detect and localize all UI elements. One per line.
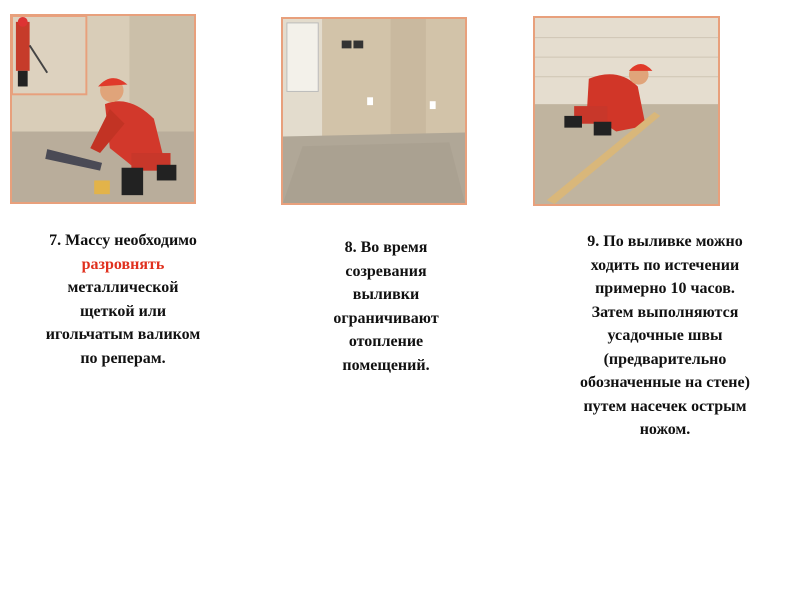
caption-line: усадочные швы (607, 327, 723, 344)
caption-line: ножом. (639, 421, 691, 438)
caption-step-7 (12, 229, 234, 370)
caption-line: Массу необходимо (65, 232, 197, 249)
highlight-word: разровнять (81, 255, 165, 273)
caption-line: ходить по истечении (590, 256, 740, 274)
photo-step-8 (281, 17, 467, 205)
caption-line: (предварительно (603, 350, 727, 368)
step-number: 8. (344, 239, 357, 256)
caption-line: по реперам. (80, 349, 166, 367)
caption-line: щеткой или (79, 302, 167, 320)
caption-line: Во время (360, 239, 428, 256)
caption-line: отопление (348, 333, 424, 350)
step-number: 9. (587, 233, 600, 250)
step-number: 7. (49, 232, 62, 249)
caption-line: металлической (67, 279, 179, 296)
caption-step-8 (296, 236, 476, 377)
caption-line: помещений. (342, 356, 430, 374)
caption-line: Затем выполняются (591, 303, 739, 321)
caption-step-9 (540, 230, 790, 442)
caption-line: примерно 10 часов. (595, 280, 735, 297)
photo-step-9 (533, 16, 720, 206)
caption-line: путем насечек острым (583, 397, 747, 415)
caption-line: игольчатым валиком (45, 326, 201, 343)
caption-line: обозначенные на стене) (580, 374, 750, 391)
caption-line: выливки (352, 286, 420, 303)
caption-line: По выливке можно (603, 233, 743, 250)
photo-step-7 (10, 14, 196, 204)
caption-line: созревания (345, 262, 427, 280)
caption-line: ограничивают (333, 309, 439, 327)
